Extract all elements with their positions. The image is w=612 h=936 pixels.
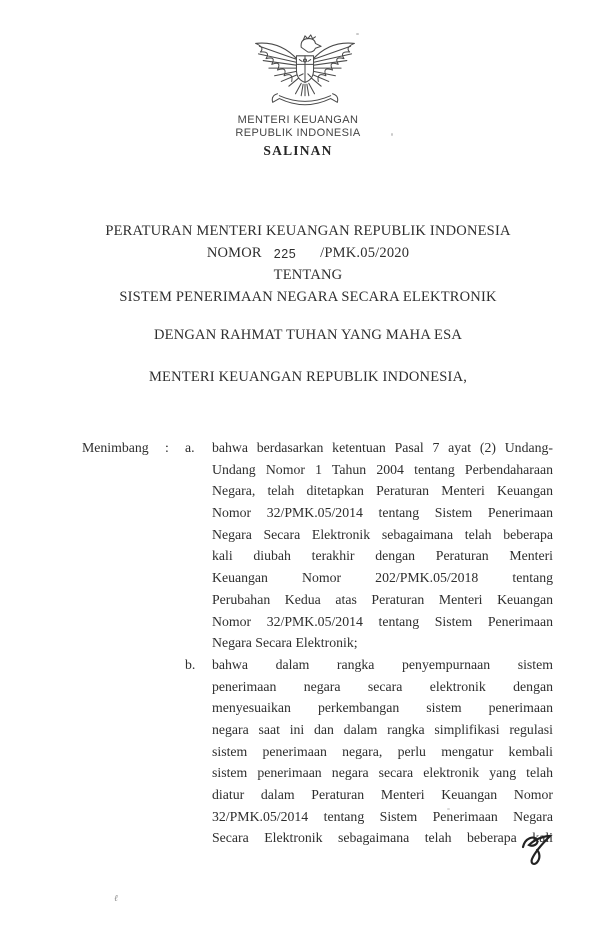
regulation-title [58,220,558,308]
title-nomor-line [58,242,558,264]
title-subject: SISTEM PENERIMAAN NEGARA SECARA ELEKTRONIK [119,289,497,305]
item-a-marker: a. [185,440,195,455]
text-line: 32/PMK.05/2014 tentang Sistem Penerimaan Negara [212,808,553,824]
title-tentang: TENTANG [273,267,343,283]
text-line: menyesuaikan perkembangan sistem penerimaan [212,700,553,716]
item-b-marker: b. [185,656,196,672]
text-line: sistem penerimaan negara, perlu mengatur kembali [212,743,553,759]
nomor-label: NOMOR [206,245,262,261]
nomor-suffix: /PMK.05/2020 [320,245,410,261]
text-line: negara saat ini dan dalam rangka simplifikasi regulasi [212,721,553,737]
text-line: Secara Elektronik sebagaimana telah beberapa kali [212,830,553,846]
invocation-line: DENGAN RAHMAT TUHAN YANG MAHA ESA [153,327,463,343]
text-line: Undang Nomor 1 Tahun 2004 tentang Perbendaharaan [212,461,553,477]
text-line: diatur dalam Peraturan Menteri Keuangan Nomor [212,787,553,802]
text-line: Keuangan Nomor 202/PMK.05/2018 tentang [212,570,553,586]
scan-stray-mark: ℓ [114,894,118,904]
scan-speck [391,133,393,136]
text-line: Negara Secara Elektronik sebagaimana telah beberapa [212,526,553,542]
ministry-line1: MENTERI KEUANGAN [237,114,359,126]
scan-speck [356,33,359,35]
menimbang-label: Menimbang [82,440,149,455]
text-line: Nomor 32/PMK.05/2014 tentang Sistem Penerimaan [212,505,553,521]
nomor-number: 225 [273,247,297,261]
considerations-section [82,437,553,849]
text-line: Negara, telah ditetapkan Peraturan Menteri Keuangan [212,483,553,499]
text-line: bahwa berdasarkan ketentuan Pasal 7 ayat (2) Undang- [212,440,553,455]
scan-speck [447,808,450,810]
title-line1: PERATURAN MENTERI KEUANGAN REPUBLIK INDONESIA [105,223,511,239]
consideration-item-b [82,654,553,849]
text-line: Negara Secara Elektronik; [212,635,358,651]
item-a-body [212,437,553,654]
garuda-pancasila-emblem [248,31,362,111]
item-b-body [212,654,553,849]
text-line: Perubahan Kedua atas Peraturan Menteri Keuangan [212,591,553,607]
ministry-line2: REPUBLIK INDONESIA [235,127,361,139]
text-line: penerimaan negara secara elektronik dengan [212,678,553,694]
authority-line: MENTERI KEUANGAN REPUBLIK INDONESIA, [148,369,468,385]
copy-stamp: SALINAN [263,143,333,158]
text-line: sistem penerimaan negara secara elektronik yang telah [212,765,553,781]
text-line: bahwa dalam rangka penyempurnaan sistem [212,656,553,672]
handwritten-paraf-mark [517,833,557,869]
ministry-name [0,114,596,140]
text-line: kali diubah terakhir dengan Peraturan Menteri [212,548,553,564]
consideration-item-a [82,437,553,654]
text-line: Nomor 32/PMK.05/2014 tentang Sistem Penerimaan [212,613,553,629]
menimbang-colon: : [165,440,169,455]
